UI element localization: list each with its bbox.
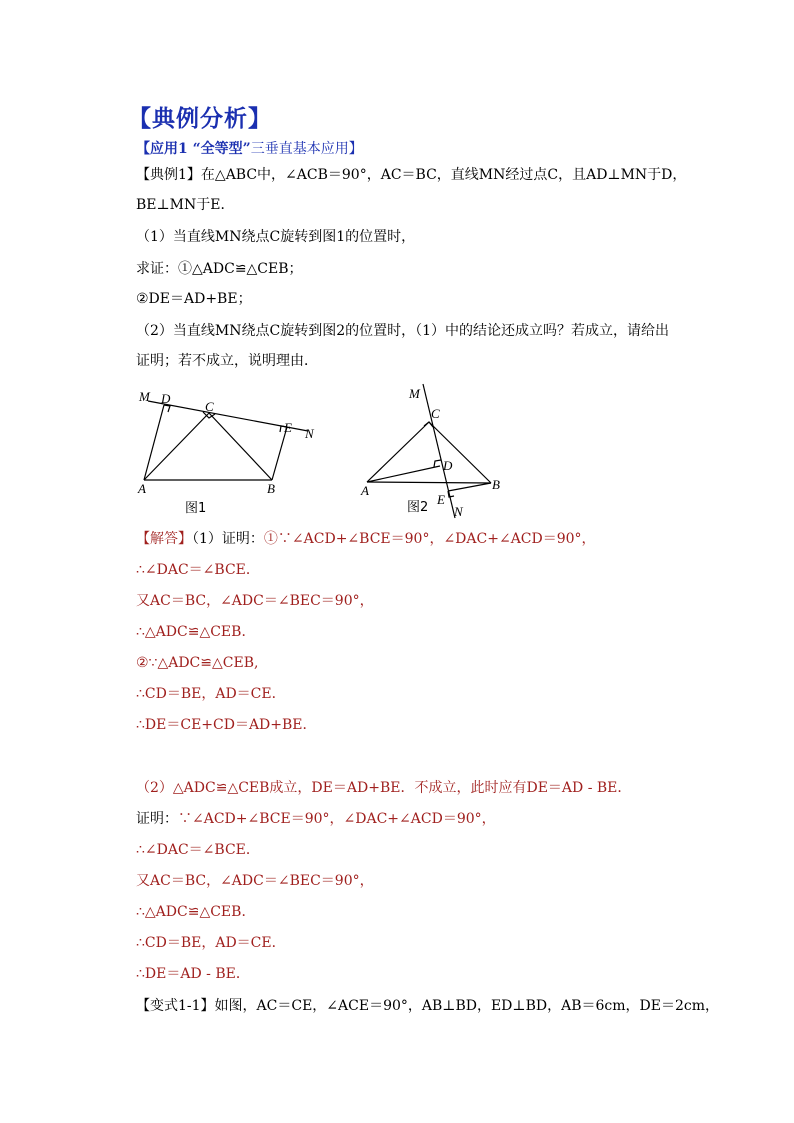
- fig2-segment-cb: [429, 422, 491, 483]
- fig2-segment-ab: [367, 482, 491, 483]
- solution-s1-l2: ∴∠DAC＝∠BCE．: [136, 562, 260, 578]
- problem-part-2-line-2: 证明；若不成立，说明理由．: [136, 353, 318, 369]
- solution-s2-line-0: [136, 778, 631, 798]
- solution-s2-l4: ∴△ADC≌△CEB．: [136, 904, 256, 920]
- solution-tag: 【解答】: [136, 531, 192, 547]
- application-title: [136, 138, 363, 158]
- fig1-caption: 图1: [185, 501, 207, 516]
- solution-s2-line-1: [136, 809, 496, 829]
- problem-text-1: 在△ABC中，∠ACB＝90°，AC＝BC，直线MN经过点C，且AD⊥MN于D，: [200, 167, 687, 183]
- fig2-segment-ac: [367, 422, 429, 482]
- fig2-label-n: N: [454, 504, 463, 519]
- solution-s1-l3: 又AC＝BC，∠ADC＝∠BEC＝90°，: [136, 593, 374, 609]
- solution-s1-l1: ①∵∠ACD+∠BCE＝90°，∠DAC+∠ACD＝90°，: [263, 531, 596, 547]
- solution-s2-l1a: 证明：: [136, 811, 178, 827]
- fig1-label-n: N: [305, 426, 314, 441]
- application-title-rest: 三垂直基本应用】: [250, 141, 363, 157]
- variant-tag: 【变式1-1】: [136, 998, 215, 1014]
- problem-prove-2: ②DE＝AD+BE；: [136, 291, 252, 307]
- fig2-segment-ad: [367, 466, 440, 482]
- problem-line-1: [136, 165, 686, 185]
- fig1-segment-ac: [144, 413, 209, 480]
- solution-s2-l0a: （2）△ADC≌△CEB成立，DE＝AD+BE．不成立，此时应有: [136, 780, 527, 796]
- figure-1: [130, 385, 340, 520]
- problem-line-2: BE⊥MN于E．: [136, 197, 235, 213]
- solution-s2-l1b: ∵∠ACD+∠BCE＝90°，∠DAC+∠ACD＝90°，: [178, 811, 496, 827]
- solution-s1-l7: ∴DE＝CE+CD＝AD+BE．: [136, 717, 317, 733]
- fig1-label-m: M: [139, 389, 150, 404]
- fig2-caption: 图2: [407, 500, 429, 515]
- solution-s2-l6: ∴DE＝AD - BE．: [136, 966, 250, 982]
- solution-s1-l5: ②∵△ADC≌△CEB,: [136, 655, 259, 671]
- solution-s1-l6: ∴CD＝BE，AD＝CE．: [136, 686, 286, 702]
- variant-text: 如图，AC＝CE，∠ACE＝90°，AB⊥BD，ED⊥BD，AB＝6cm，DE＝2cm，: [214, 998, 719, 1014]
- solution-s2-l0b: DE＝AD - BE．: [526, 780, 632, 796]
- figure-2: [355, 378, 515, 523]
- solution-line-1: [136, 529, 596, 549]
- problem-part-2-line-1: （2）当直线MN绕点C旋转到图2的位置时，（1）中的结论还成立吗？若成立，请给出: [136, 323, 670, 339]
- fig2-label-d: D: [443, 458, 453, 473]
- problem-part-1: （1）当直线MN绕点C旋转到图1的位置时，: [136, 229, 416, 245]
- solution-s2-l2: ∴∠DAC＝∠BCE．: [136, 842, 260, 858]
- fig1-label-d: D: [161, 391, 171, 406]
- solution-s1-l4: ∴△ADC≌△CEB．: [136, 624, 256, 640]
- application-title-bold: 【应用1 “全等型”: [136, 141, 251, 157]
- fig1-label-e: E: [284, 420, 292, 435]
- fig2-label-b: B: [492, 477, 500, 492]
- fig1-right-angle-d: [164, 405, 170, 412]
- problem-prove-1: 求证：①△ADC≌△CEB；: [136, 261, 303, 277]
- problem-tag: 【典例1】: [136, 167, 201, 183]
- solution-s2-l5: ∴CD＝BE，AD＝CE．: [136, 935, 286, 951]
- fig1-label-c: C: [205, 399, 214, 414]
- fig1-label-b: B: [267, 481, 275, 496]
- fig1-segment-ad: [144, 405, 164, 480]
- fig2-label-e: E: [437, 492, 445, 507]
- solution-s2-l3: 又AC＝BC，∠ADC＝∠BEC＝90°，: [136, 873, 374, 889]
- fig2-label-a: A: [361, 483, 369, 498]
- fig2-segment-be: [448, 483, 491, 491]
- solution-intro: （1）证明：: [192, 531, 264, 547]
- fig1-label-a: A: [138, 481, 146, 496]
- section-heading: 【典例分析】: [128, 105, 272, 132]
- variant-line: [136, 996, 719, 1016]
- fig2-label-c: C: [431, 406, 440, 421]
- fig2-label-m: M: [409, 386, 420, 401]
